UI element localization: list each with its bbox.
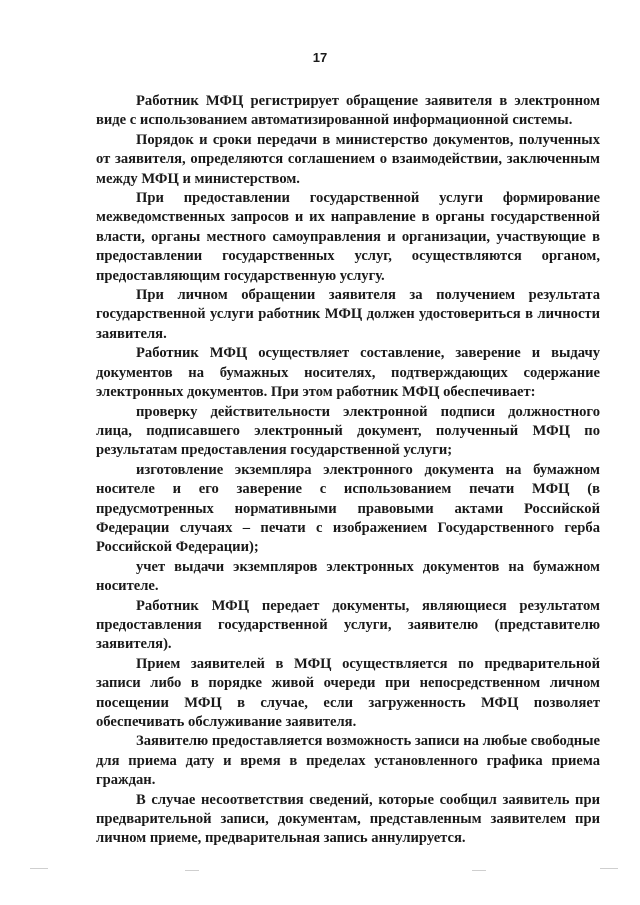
paragraph-paper-copies: Работник МФЦ осуществляет составление, заверение и выдачу документов на бумажных носителях, подтверждающих содержание электронных документов. При этом работник МФЦ обеспечивает: (96, 345, 600, 401)
paragraph-document-handover: Работник МФЦ передает документы, являющиеся результатом предоставления государственной услуги, заявителю (представителю заявителя). (96, 597, 600, 653)
scan-mark (472, 870, 486, 871)
paragraph-issue-accounting: учет выдачи экземпляров электронных документов на бумажном носителе. (96, 558, 600, 595)
scan-mark (185, 870, 199, 871)
paragraph-interagency-requests: При предоставлении государственной услуги формирование межведомственных запросов и их направление в органы государственной власти, органы местного самоуправления и организации, участвующие в предоставлении государственных услуг, осуществляются органом, предоставляющим государственную услугу. (96, 190, 600, 284)
paragraph-appointment-booking: Заявителю предоставляется возможность записи на любые свободные для приема дату и время в пределах установленного графика приема граждан. (96, 733, 600, 789)
paragraph-registration: Работник МФЦ регистрирует обращение заявителя в электронном виде с использованием автоматизированной информационной системы. (96, 93, 600, 129)
scan-mark (30, 868, 48, 869)
paragraph-transfer-order: Порядок и сроки передачи в министерство документов, полученных от заявителя, определяются соглашением о взаимодействии, заключенным между МФЦ и министерством. (96, 131, 600, 187)
paragraph-signature-check: проверку действительности электронной подписи должностного лица, подписавшего электронный документ, полученный МФЦ по результатам предоставления государственной услуги; (96, 403, 600, 459)
scan-mark (600, 868, 618, 869)
document-body (96, 92, 600, 849)
page-number: 17 (312, 50, 328, 65)
paragraph-identity-check: При личном обращении заявителя за получением результата государственной услуги работник МФЦ должен удостовериться в личности заявителя. (96, 287, 600, 342)
paragraph-copy-production: изготовление экземпляра электронного документа на бумажном носителе и его заверение с использованием печати МФЦ (в предусмотренных нормативными правовыми актами Российской Федерации случаях – печати с изображением Государственного герба Российской Федерации); (96, 461, 600, 556)
paragraph-appointment-cancellation: В случае несоответствия сведений, которые сообщил заявитель при предварительной записи, документам, представленным заявителем при личном приеме, предварительная запись аннулируется. (96, 791, 600, 847)
paragraph-reception-order: Прием заявителей в МФЦ осуществляется по предварительной записи либо в порядке живой очереди при непосредственном личном посещении МФЦ в случае, если загруженность МФЦ позволяет обеспечивать обслуживание заявителя. (96, 655, 600, 730)
